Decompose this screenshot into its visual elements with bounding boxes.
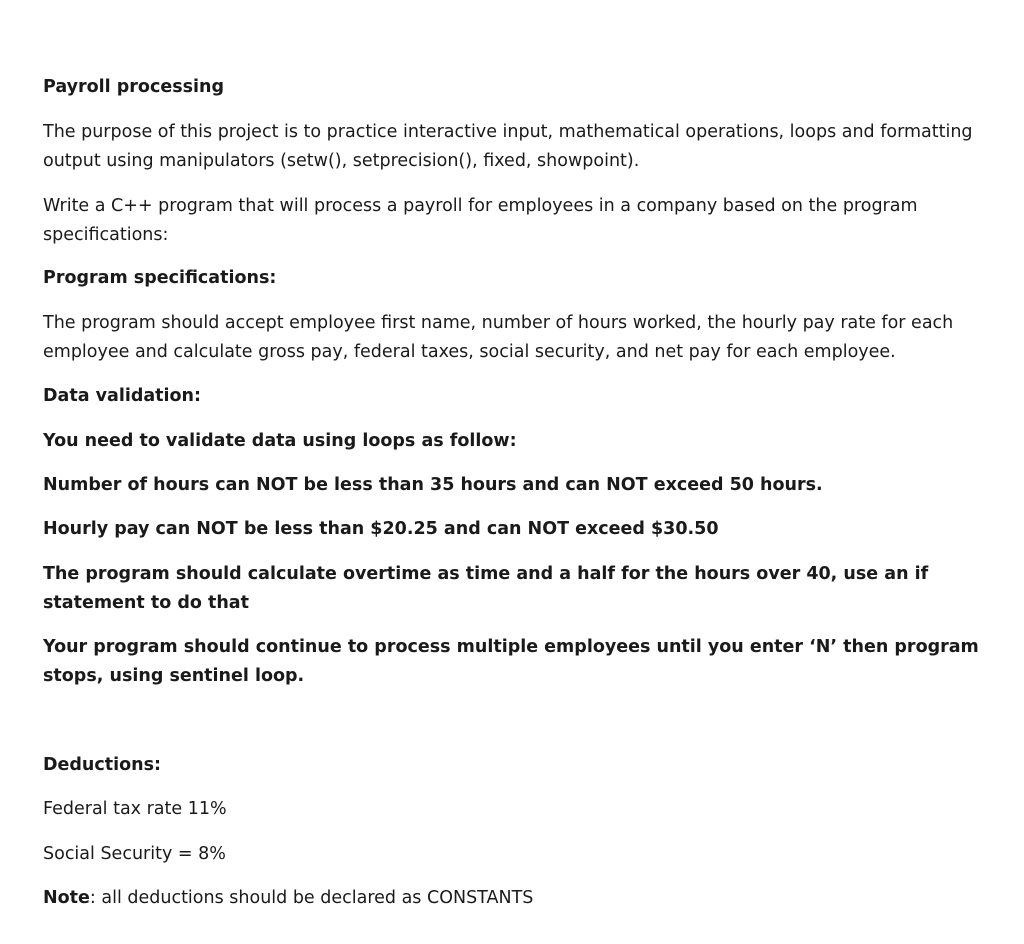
validation-intro: You need to validate data using loops as follow: <box>43 431 517 451</box>
social-security-line: Social Security = 8% <box>43 844 226 864</box>
note-label: Note <box>43 888 90 908</box>
overtime-rule: The program should calculate overtime as time and a half for the hours over 40, use an if statement to do that <box>43 564 929 613</box>
sentinel-rule: Your program should continue to process multiple employees until you enter ‘N’ then program stops, using sentinel loop. <box>43 637 979 686</box>
federal-tax-line: Federal tax rate 11% <box>43 799 227 819</box>
document-title: Payroll processing <box>43 77 225 97</box>
purpose-paragraph: The purpose of this project is to practice interactive input, mathematical operations, loops and formatting output using manipulators (setw(), setprecision(), fixed, showpoint). <box>43 122 973 171</box>
spec-paragraph: The program should accept employee first name, number of hours worked, the hourly pay rate for each employee and calculate gross pay, federal taxes, social security, and net pay for each employee. <box>43 313 954 362</box>
validation-heading: Data validation: <box>43 386 201 406</box>
deductions-heading: Deductions: <box>43 755 162 775</box>
pay-rule: Hourly pay can NOT be less than $20.25 and can NOT exceed $30.50 <box>43 519 719 539</box>
spec-heading: Program specifications: <box>43 268 277 288</box>
note-text: : all deductions should be declared as CONSTANTS <box>89 888 534 908</box>
intro-paragraph: Write a C++ program that will process a payroll for employees in a company based on the program specifications: <box>43 196 918 245</box>
hours-rule: Number of hours can NOT be less than 35 hours and can NOT exceed 50 hours. <box>43 475 823 495</box>
note-line <box>43 884 983 913</box>
